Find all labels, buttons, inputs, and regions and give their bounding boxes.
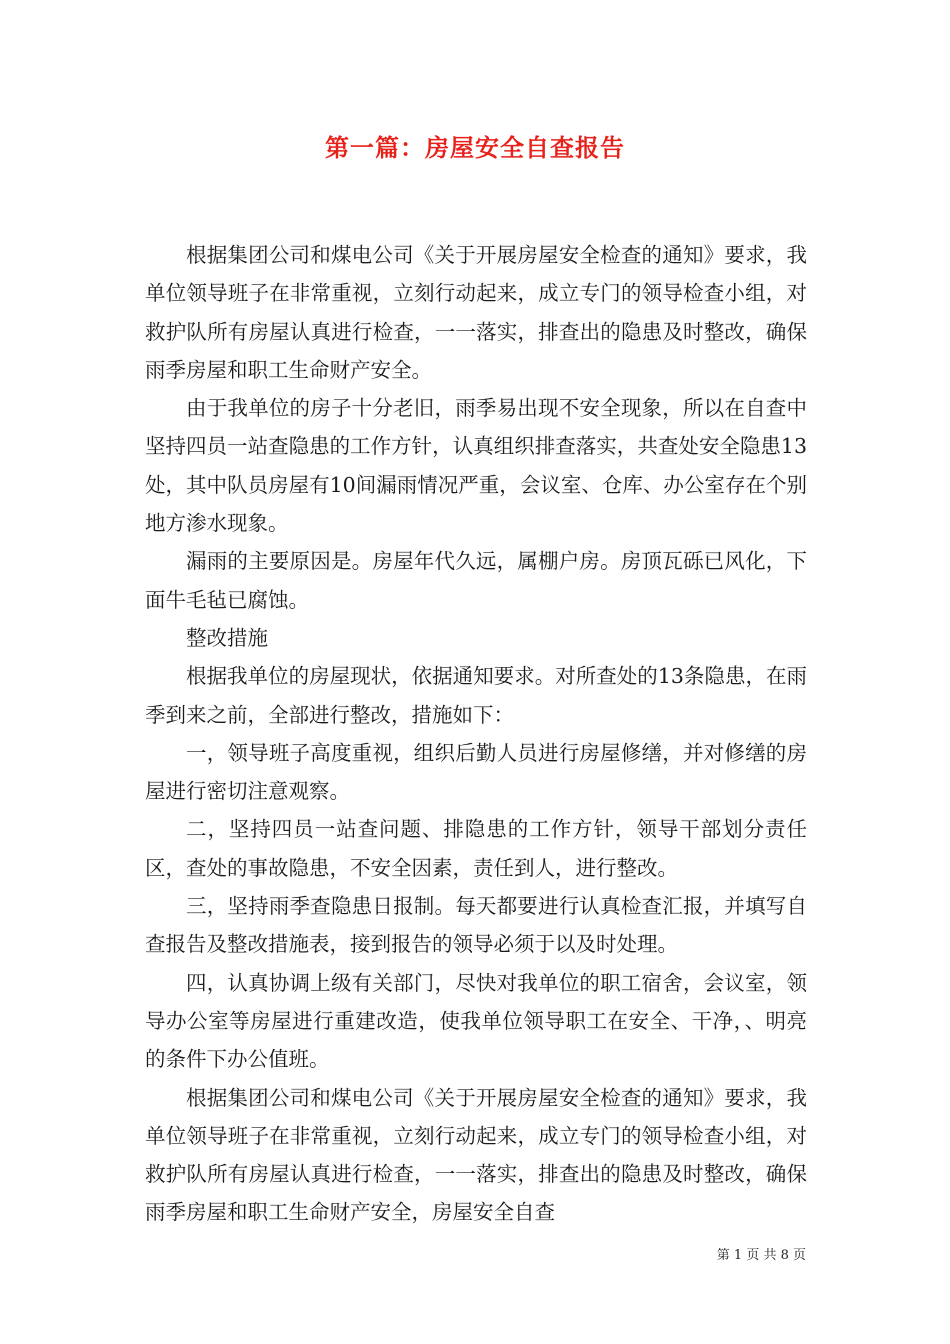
paragraph-measure-1: 一，领导班子高度重视，组织后勤人员进行房屋修缮，并对修缮的房屋进行密切注意观察。 <box>145 740 807 804</box>
paragraph-measure-2: 二，坚持四员一站查问题、排隐患的工作方针，领导干部划分责任区，查处的事故隐患，不安全因素，责任到人，进行整改。 <box>145 817 807 880</box>
section-heading-measures: 整改措施 <box>186 625 268 650</box>
paragraph-cause: 漏雨的主要原因是。房屋年代久远，属棚户房。房顶瓦砾已风化，下面牛毛毡已腐蚀。 <box>145 549 807 612</box>
paragraph-measure-3: 三，坚持雨季查隐患日报制。每天都要进行认真检查汇报，并填写自查报告及整改措施表，接到报告的领导必须于以及时处理。 <box>145 894 807 957</box>
document-body <box>145 236 807 1232</box>
paragraph-measures-intro: 根据我单位的房屋现状，依据通知要求。对所查处的13条隐患，在雨季到来之前，全部进行整改，措施如下： <box>145 664 807 727</box>
paragraph-repeat: 根据集团公司和煤电公司《关于开展房屋安全检查的通知》要求，我单位领导班子在非常重视，立刻行动起来，成立专门的领导检查小组，对救护队所有房屋认真进行检查，一一落实，排查出的隐患及时整改，确保雨季房屋和职工生命财产安全，房屋安全自查 <box>145 1085 807 1225</box>
page-title: 第一篇：房屋安全自查报告 <box>325 133 625 162</box>
paragraph-findings: 由于我单位的房子十分老旧，雨季易出现不安全现象，所以在自查中坚持四员一站查隐患的工作方针，认真组织排查落实，共查处安全隐患13处，其中队员房屋有10间漏雨情况严重，会议室、仓库、办公室存在个别地方渗水现象。 <box>145 396 807 536</box>
paragraph-intro: 根据集团公司和煤电公司《关于开展房屋安全检查的通知》要求，我单位领导班子在非常重视，立刻行动起来，成立专门的领导检查小组，对救护队所有房屋认真进行检查，一一落实，排查出的隐患及时整改，确保雨季房屋和职工生命财产安全。 <box>145 243 807 382</box>
paragraph-measure-4: 四，认真协调上级有关部门，尽快对我单位的职工宿舍，会议室，领导办公室等房屋进行重建改造，使我单位领导职工在安全、干净，、明亮的条件下办公值班。 <box>145 970 807 1072</box>
page-number-footer: 第 1 页 共 8 页 <box>716 1248 806 1263</box>
